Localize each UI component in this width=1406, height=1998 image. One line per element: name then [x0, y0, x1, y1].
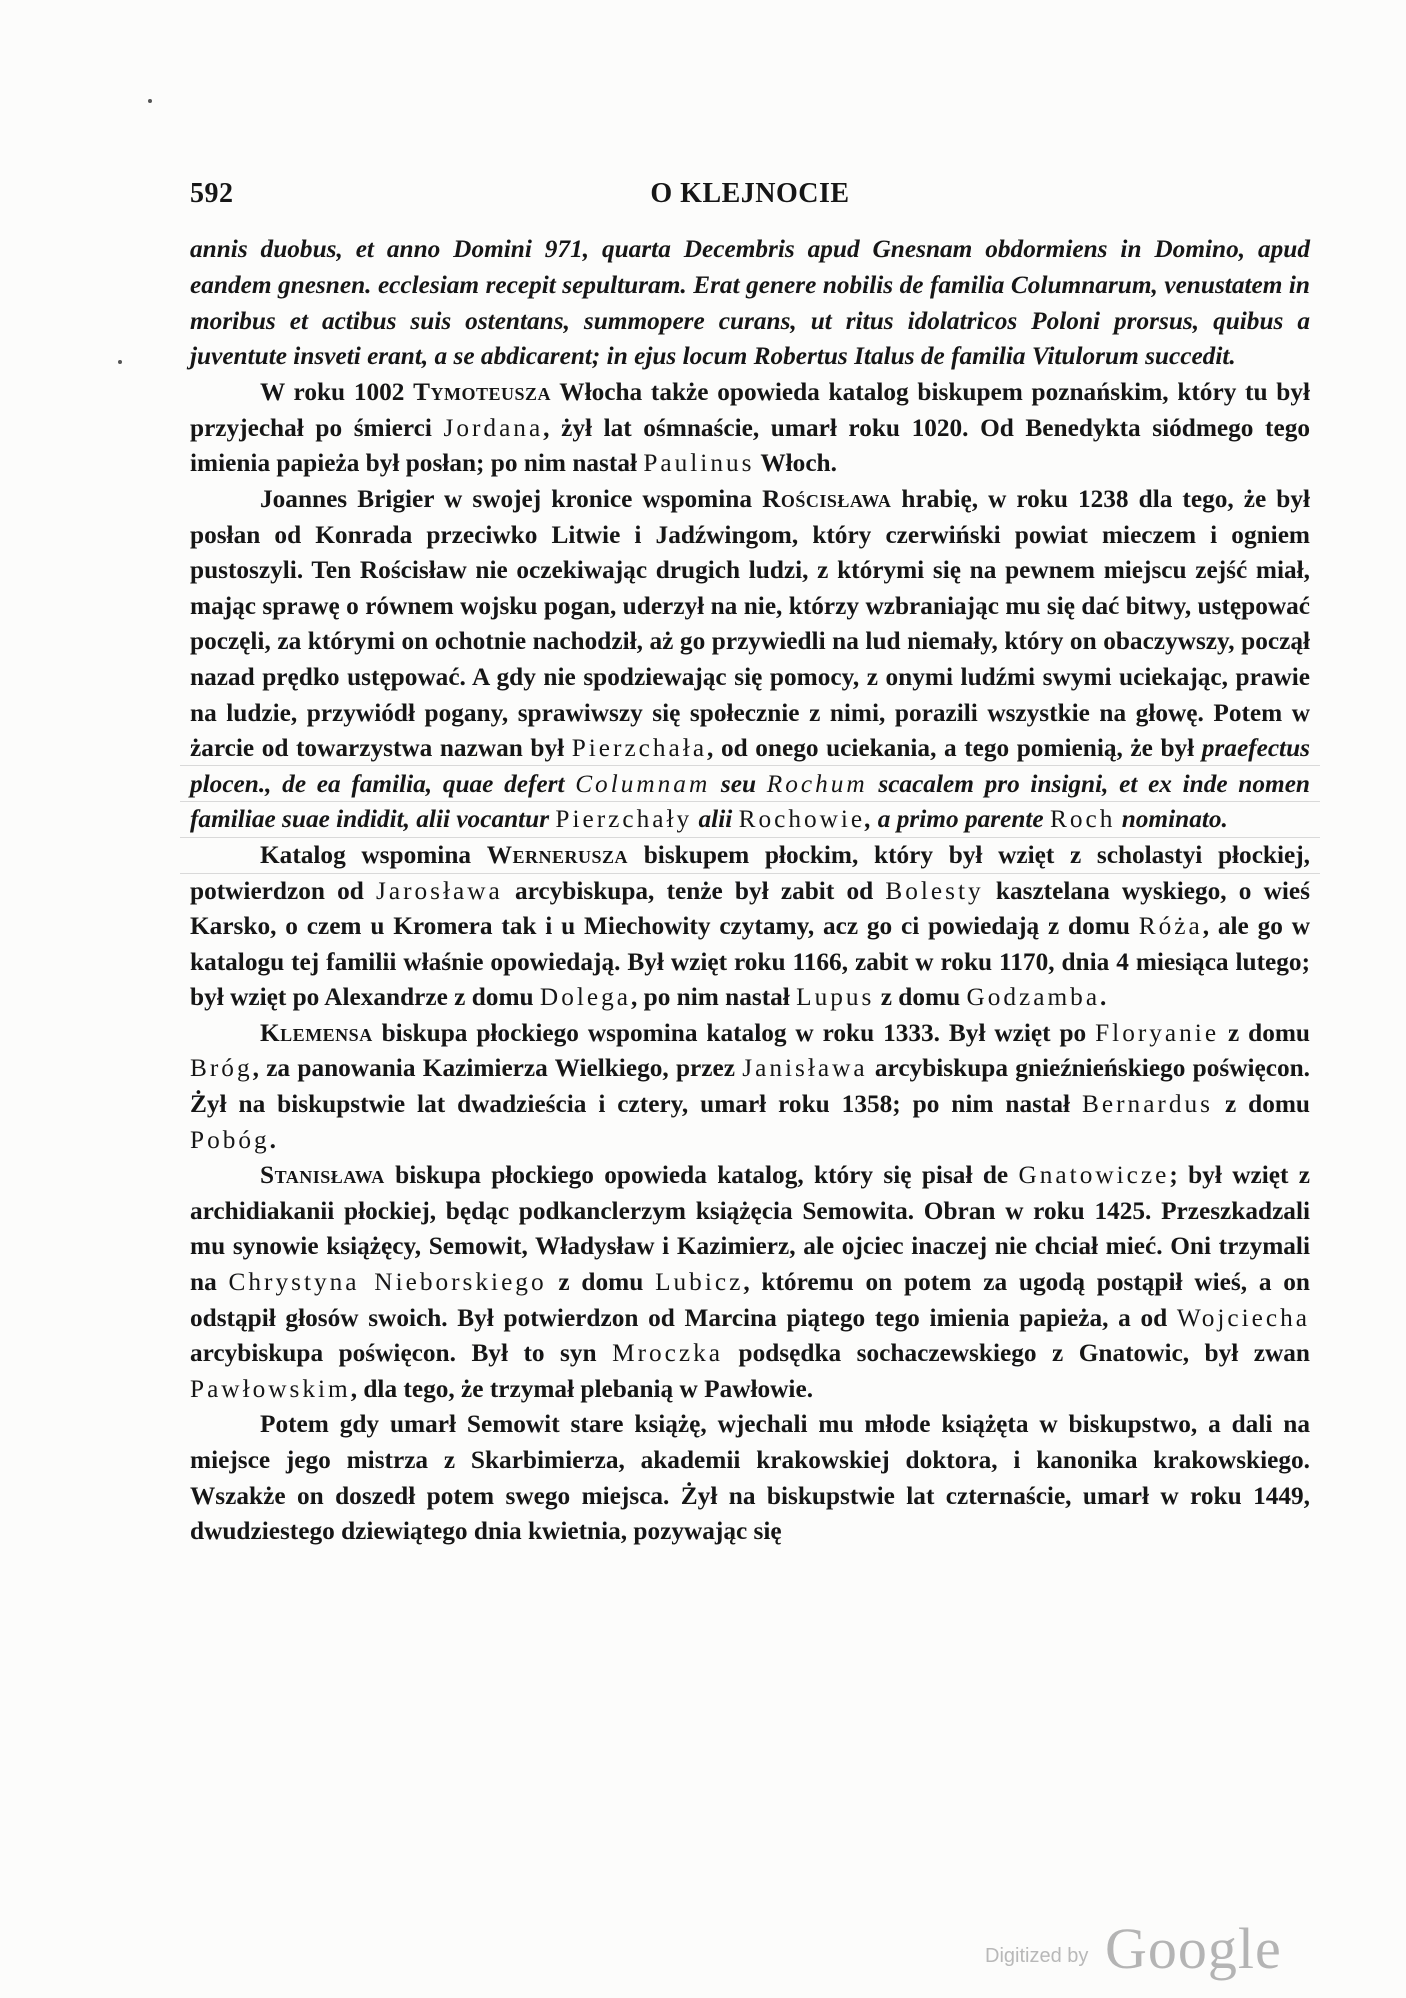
- digitization-watermark: [985, 1915, 1315, 1985]
- digitized-by-label: Digitized by: [985, 1945, 1089, 1967]
- page-number: 592: [190, 178, 234, 209]
- paragraph-roscislaw: Joannes Brigier w swojej kronice wspomina Rościsława hrabię, w roku 1238 dla tego, że był posłan od Konrada przeciwko Litwie i Jadźwingom, który czerwiński powiat mieczem i ogniem pustoszyli. Ten Rościsław nie oczekiwając drugich ludzi, z którymi się na pewnem miejscu zejść miał, mając sprawę o równem wojsku pogan, uderzył na nie, którzy wzbraniając mu się dać bitwy, ustępować poczęli, za którymi on ochotnie nachodził, aż go przywiedli na lud niemały, który on obaczywszy, począł nazad prędko ustępować. A gdy nie spodziewając się pomocy, z onymi ludźmi swymi uciekając, prawie na ludzie, przywiódł pogany, sprawiwszy się społecznie z nimi, porazili wszystkie na głowę. Potem w żarcie od towarzystwa nazwan był Pierzchała, od onego uciekania, a tego pomienią, że był praefectus plocen., de ea familia, quae defert Columnam seu Rochum scacalem pro insigni, et ex inde nomen familiae suae indidit, alii vocantur Pierzchały alii Rochowie, a primo parente Roch nominato.: [190, 484, 1311, 834]
- paragraph-tymoteusz: W roku 1002 Tymoteusza Włocha także opowieda katalog biskupem poznańskim, który tu był przyjechał po śmierci Jordana, żył lat ośmnaście, umarł roku 1020. Od Benedykta siódmego tego imienia papieża był posłan; po nim nastał Paulinus Włoch.: [190, 378, 1310, 478]
- page-header: [190, 178, 1310, 218]
- ink-speck: [148, 99, 152, 103]
- ink-speck: [118, 360, 122, 364]
- paragraph-semowit: Potem gdy umarł Semowit stare książę, wjechali mu młode książęta w biskupstwo, a dali na miejsce jego mistrza z Skarbimierza, akademii krakowskiej doktora, i kanonika krakowskiego. Wszakże on doszedł potem swego miejsca. Żył na biskupstwie lat czternaście, umarł w roku 1449, dwudziestego dziewiątego dnia kwietnia, pozywając się: [190, 1410, 1310, 1546]
- paragraph-stanislaw: Stanisława biskupa płockiego opowieda katalog, który się pisał de Gnatowicze; był wzięt z archidiakanii płockiej, będąc podkanclerzym książęcia Semowita. Obran w roku 1425. Przeszkadzali mu synowie książęcy, Semowit, Władysław i Kazimierz, ale ojciec inaczej nie chciał mieć. Oni trzymali na Chrystyna Nieborskiego z domu Lubicz, któremu on potem za ugodą postąpił wieś, a on odstąpił głosów swoich. Był potwierdzon od Marcina piątego tego imienia papieża, a od Wojciecha arcybiskupa poświęcon. Był to syn Mroczka podsędka sochaczewskiego z Gnatowic, był zwan Pawłowskim, dla tego, że trzymał plebanią w Pawłowie.: [190, 1161, 1311, 1403]
- google-logo: Google: [1105, 1916, 1282, 1981]
- paragraph-klemens: Klemensa biskupa płockiego wspomina katalog w roku 1333. Był wzięt po Floryanie z domu Bróg, za panowania Kazimierza Wielkiego, przez Janisława arcybiskupa gnieźnieńskiego poświęcon. Żył na biskupstwie lat dwadzieścia i cztery, umarł roku 1358; po nim nastał Bernardus z domu Pobóg.: [190, 1018, 1310, 1154]
- body-text: [190, 232, 1310, 1550]
- running-title: O KLEJNOCIE: [650, 178, 850, 209]
- paragraph-wernerusz: Katalog wspomina Wernerusza biskupem płockim, który był wzięt z scholastyi płockiej, potwierdzon od Jarosława arcybiskupa, tenże był zabit od Bolesty kasztelana wyskiego, o wieś Karsko, o czem u Kromera tak i u Miechowity czytamy, acz go ci powiedają z domu Róża, ale go w katalogu tej familii właśnie opowiedają. Był wzięt roku 1166, zabit w roku 1170, dnia 4 miesiąca lutego; był wzięt po Alexandrze z domu Dolega, po nim nastał Lupus z domu Godzamba.: [190, 840, 1311, 1012]
- latin-passage: annis duobus, et anno Domini 971, quarta Decembris apud Gnesnam obdormiens in Domino, apud eandem gnesnen. ecclesiam recepit sepulturam. Erat genere nobilis de familia Columnarum, venustatem in moribus et actibus suis ostentans, summopere curans, ut ritus idolatricos Poloni prorsus, quibus a juventute insveti erant, a se abdicarent; in ejus locum Robertus Italus de familia Vitulorum succedit.: [190, 235, 1310, 371]
